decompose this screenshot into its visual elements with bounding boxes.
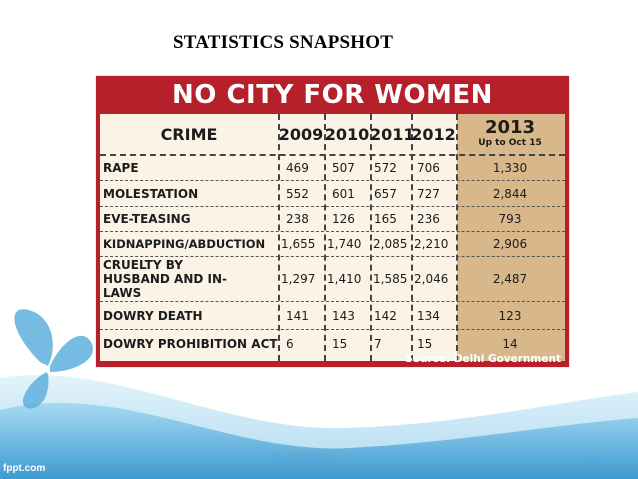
footer-author: Dr. Rahul Bhatia [275, 451, 334, 460]
header-2009: 2009 [278, 124, 324, 144]
table-row [100, 207, 565, 232]
value-2013: 2,487 [492, 272, 528, 286]
crime-statistics-table [96, 76, 569, 367]
value-2013: 123 [498, 308, 522, 323]
value-2010: 1,410 [327, 272, 362, 286]
value-2010: 507 [332, 161, 355, 175]
table-source: Source: Delhi Government [405, 353, 561, 365]
table-header-row [100, 114, 565, 156]
value-2013: 14 [502, 336, 518, 351]
slide-title: STATISTICS SNAPSHOT [173, 32, 394, 53]
table-row [100, 181, 565, 207]
value-2010: 15 [332, 336, 348, 351]
table-row [100, 302, 565, 330]
header-2010: 2010 [324, 124, 370, 144]
value-2011: 657 [374, 186, 397, 201]
footer-brand: fppt.com [3, 463, 46, 474]
value-2011: 142 [374, 308, 397, 323]
value-2011: 1,585 [373, 272, 408, 286]
table-banner: NO CITY FOR WOMEN [172, 80, 493, 110]
value-2011: 7 [374, 336, 382, 351]
value-2012: 15 [417, 336, 433, 351]
value-2010: 1,740 [327, 237, 362, 251]
value-2013: 2,906 [492, 237, 528, 251]
crime-name: DOWRY PROHIBITION ACT [103, 336, 278, 351]
header-2012: 2012 [411, 124, 456, 144]
value-2011: 165 [374, 212, 397, 226]
table-grid [100, 114, 565, 361]
header-2013 [456, 119, 564, 149]
crime-name: RAPE [103, 161, 139, 175]
value-2012: 727 [417, 186, 440, 201]
header-2011: 2011 [370, 124, 415, 144]
value-2012: 2,046 [414, 272, 449, 286]
value-2009: 238 [286, 212, 309, 226]
value-2013: 2,844 [492, 186, 528, 201]
header-2013-year: 2013 [484, 117, 536, 138]
value-2012: 2,210 [414, 237, 449, 251]
header-2013-note: Up to Oct 15 [478, 138, 542, 148]
value-2009: 552 [286, 186, 309, 201]
value-2010: 601 [332, 186, 355, 201]
crime-name: EVE-TEASING [103, 212, 191, 226]
value-2009: 6 [286, 336, 294, 351]
crime-name: CRUELTY BY HUSBAND AND IN-LAWS [103, 258, 228, 300]
table-row [100, 232, 565, 257]
value-2011: 2,085 [373, 237, 408, 251]
value-2013: 793 [498, 212, 522, 226]
value-2011: 572 [374, 161, 397, 175]
value-2012: 134 [417, 308, 440, 323]
value-2009: 469 [286, 161, 309, 175]
value-2009: 1,297 [281, 272, 316, 286]
crime-name: KIDNAPPING/ABDUCTION [103, 237, 266, 251]
value-2012: 236 [417, 212, 440, 226]
crime-name: DOWRY DEATH [103, 308, 203, 323]
header-crime: CRIME [160, 124, 218, 144]
value-2009: 1,655 [281, 237, 316, 251]
crime-name: MOLESTATION [103, 186, 199, 201]
value-2010: 143 [332, 308, 355, 323]
table-row [100, 156, 565, 181]
value-2010: 126 [332, 212, 355, 226]
page-number: 12 [587, 451, 596, 460]
value-2012: 706 [417, 161, 440, 175]
value-2009: 141 [286, 308, 309, 323]
value-2013: 1,330 [492, 161, 528, 175]
table-row [100, 257, 565, 302]
